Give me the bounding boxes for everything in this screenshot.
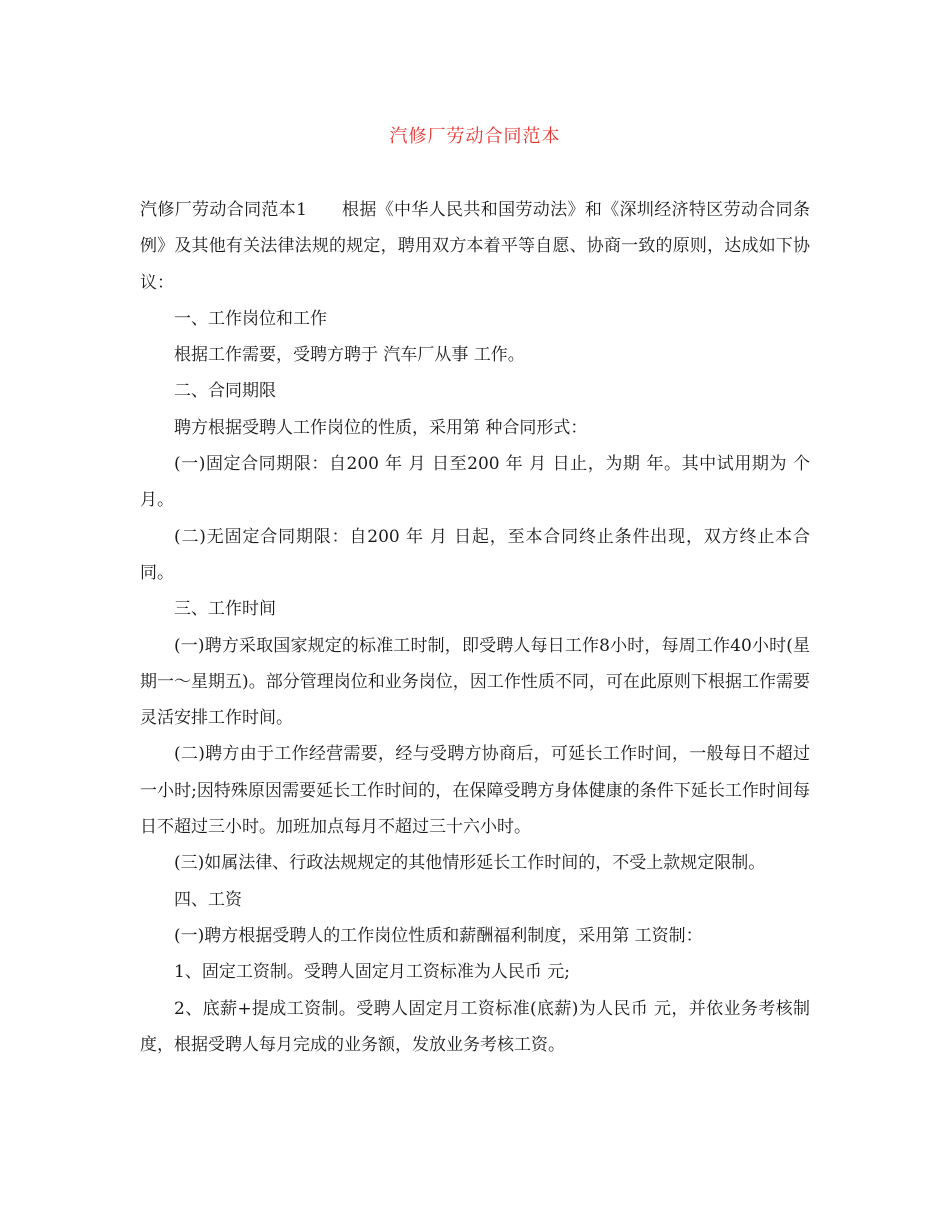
document-body <box>140 192 810 1063</box>
section-heading-hours: 三、工作时间 <box>174 599 276 620</box>
paragraph-base-commission: 2、底薪+提成工资制。受聘人固定月工资标准(底薪)为人民币 元，并依业务考核制度，根据受聘人每月完成的业务额，发放业务考核工资。 <box>140 998 810 1055</box>
paragraph-term-form: 聘方根据受聘人工作岗位的性质，采用第 种合同形式： <box>174 417 588 438</box>
document-title: 汽修厂劳动合同范本 <box>389 126 561 147</box>
paragraph-open-term: (二)无固定合同期限：自200 年 月 日起，至本合同终止条件出现，双方终止本合同。 <box>140 526 810 583</box>
paragraph-fixed-term: (一)固定合同期限：自200 年 月 日至200 年 月 日止，为期 年。其中试用期为 个月。 <box>140 454 810 511</box>
paragraph-wage-system: (一)聘方根据受聘人的工作岗位性质和薪酬福利制度，采用第 工资制： <box>174 925 703 946</box>
paragraph-intro: 汽修厂劳动合同范本1 根据《中华人民共和国劳动法》和《深圳经济特区劳动合同条例》及其他有关法律法规的规定，聘用双方本着平等自愿、协商一致的原则，达成如下协议： <box>140 200 810 293</box>
paragraph-standard-hours: (一)聘方采取国家规定的标准工时制，即受聘人每日工作8小时，每周工作40小时(星期一～星期五)。部分管理岗位和业务岗位，因工作性质不同，可在此原则下根据工作需要灵活安排工作时间。 <box>140 635 810 729</box>
paragraph-overtime: (二)聘方由于工作经营需要，经与受聘方协商后，可延长工作时间，一般每日不超过一小时;因特殊原因需要延长工作时间的，在保障受聘方身体健康的条件下延长工作时间每日不超过三小时。加班加点每月不超过三十六小时。 <box>140 744 810 838</box>
paragraph-fixed-wage: 1、固定工资制。受聘人固定月工资标准为人民币 元; <box>174 962 570 983</box>
section-heading-position: 一、工作岗位和工作 <box>174 308 327 329</box>
paragraph-overtime-exception: (三)如属法律、行政法规规定的其他情形延长工作时间的，不受上款规定限制。 <box>174 853 766 874</box>
section-heading-term: 二、合同期限 <box>174 381 276 402</box>
section-heading-wages: 四、工资 <box>174 889 242 910</box>
paragraph-position: 根据工作需要，受聘方聘于 汽车厂从事 工作。 <box>174 345 525 366</box>
